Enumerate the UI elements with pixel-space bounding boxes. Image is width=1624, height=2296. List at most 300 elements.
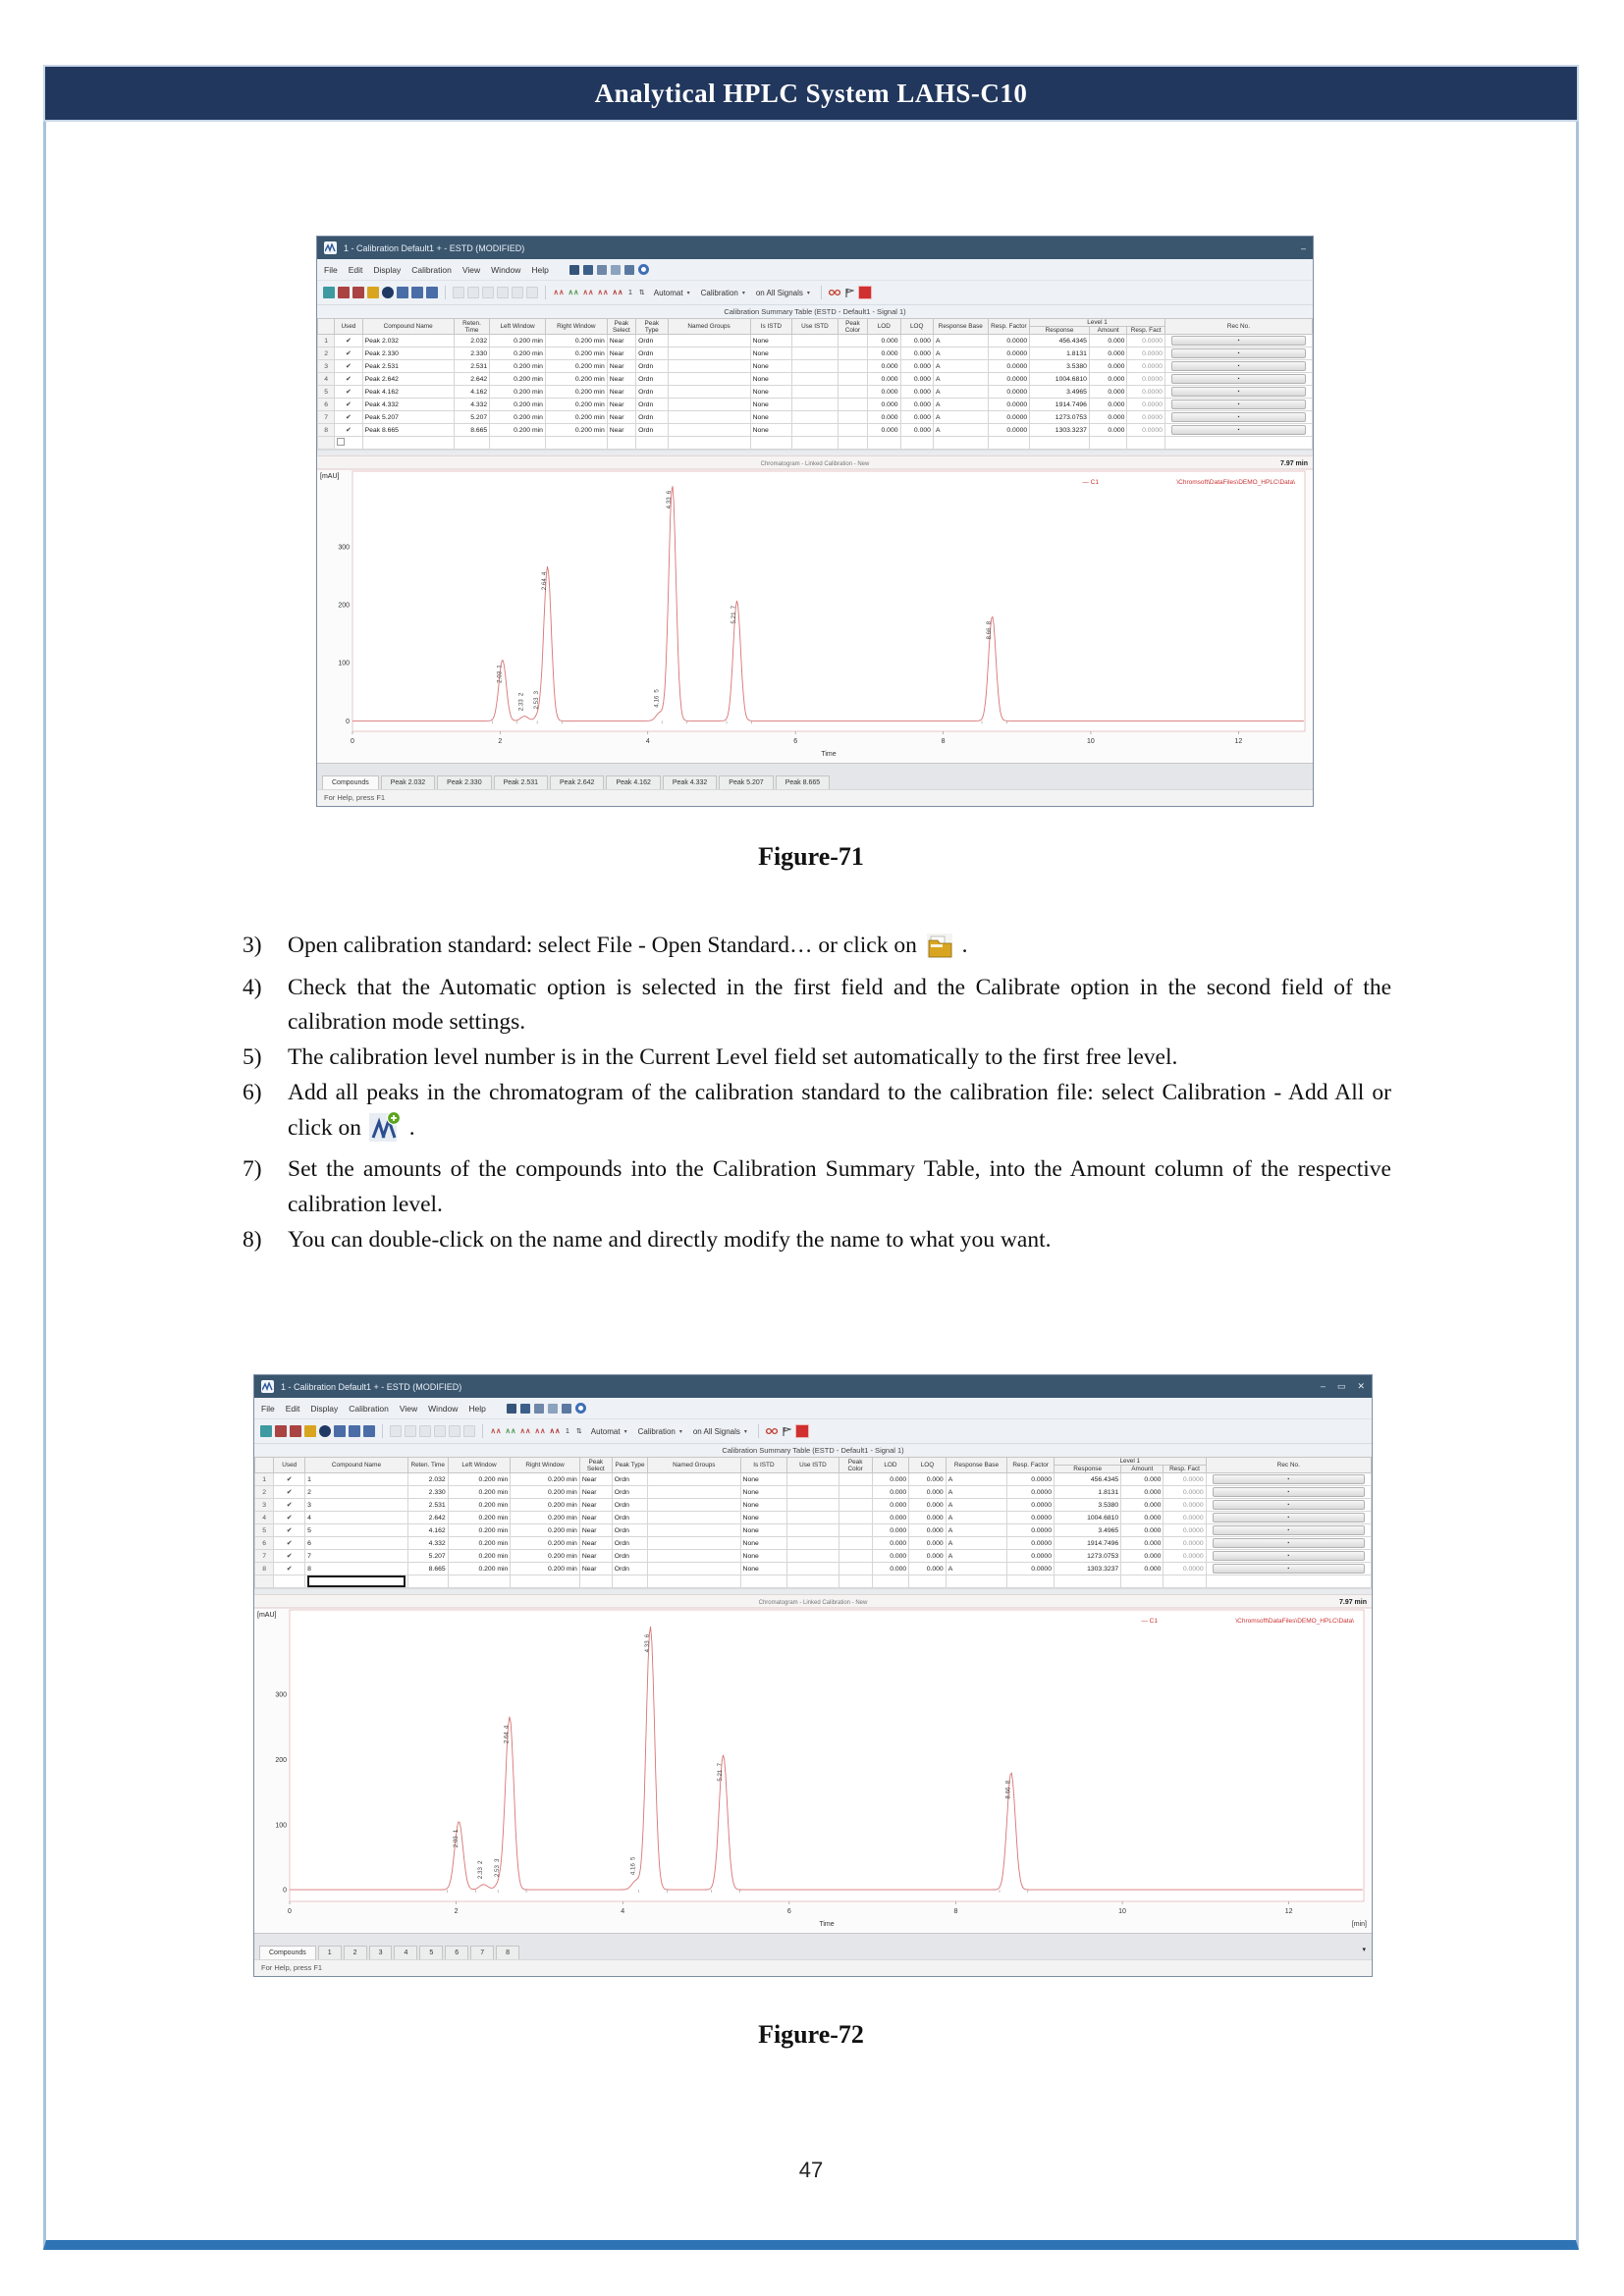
toolbar [254,1419,1372,1444]
used-checkbox[interactable]: ✔ [345,414,352,422]
used-cell[interactable] [335,424,362,437]
rec-no-button[interactable]: ▪ [1213,1474,1365,1484]
compound-name-cell[interactable]: Peak 4.162 [362,386,454,399]
chromatogram-panel [317,455,1313,763]
svg-text:Chromatogram - Linked Calibrat: Chromatogram - Linked Calibration - New [758,1600,868,1607]
rec-no-button[interactable]: ▪ [1171,374,1306,384]
stop-record-icon[interactable] [795,1424,809,1438]
maximize-button[interactable]: ▭ [1336,1381,1346,1391]
svg-text:2: 2 [498,738,503,746]
compounds-scroll-arrow[interactable]: ▾ [1362,1947,1366,1953]
peak-label: 4.16 5 [629,1856,637,1876]
remove-all-peaks-icon[interactable]: ∧∧ [549,1426,561,1436]
chromatogram-plot [317,456,1313,763]
used-checkbox[interactable]: ✔ [345,363,352,371]
compound-tab[interactable]: Peak 2.642 [550,775,604,789]
window-controls [1301,243,1306,253]
table-row: 1 ✔ Peak 2.032 2.032 0.200 min 0.200 min Near Ordn None 0.000 0.000 A 0.0000 456.4345 0.000 0.0000 ▪ [318,335,1313,347]
title-bar [254,1375,1372,1398]
used-cell[interactable] [335,335,362,347]
svg-text:7.97 min: 7.97 min [1338,1599,1367,1607]
peak-color-cell[interactable] [838,386,867,399]
peak-color-cell[interactable] [838,411,867,424]
svg-text:4: 4 [645,738,650,746]
compound-tab[interactable]: 7 [470,1946,494,1959]
compound-tab[interactable]: Peak 2.330 [437,775,491,789]
table-row: 1 ✔ 1 2.032 0.200 min 0.200 min Near Ordn None 0.000 0.000 A 0.0000 456.4345 0.000 0.0000 ▪ [255,1473,1372,1486]
rec-no-button[interactable]: ▪ [1171,361,1306,371]
used-cell[interactable] [274,1512,305,1524]
compound-name-cell[interactable]: 5 [305,1524,408,1537]
instruction-text-segment: You can double-click on the name and directly modify the name to what you want. [288,1226,1052,1253]
instruction-item [243,1152,1391,1222]
graph-view-icon[interactable] [349,1425,360,1437]
open-standard-icon[interactable] [367,287,379,298]
save-calibration-icon[interactable] [352,287,364,298]
copy-icon[interactable] [467,287,479,298]
compounds-tab-label[interactable]: Compounds [322,775,379,789]
instruction-item [243,971,1391,1041]
rec-no-button[interactable]: ▪ [1171,336,1306,346]
used-checkbox[interactable]: ✔ [286,1489,293,1497]
column-header: Peak Select [579,1458,612,1473]
calibration-summary-table [317,318,1313,450]
rec-no-button[interactable]: ▪ [1171,387,1306,397]
used-checkbox[interactable]: ✔ [286,1540,293,1548]
peak-label: 2.53 3 [494,1858,502,1878]
row-number: 2 [318,347,335,360]
level-spinner-icon[interactable]: ⇅ [575,1428,582,1435]
used-cell[interactable] [335,386,362,399]
view-calibration-icon[interactable] [829,287,840,298]
help-icon[interactable] [638,264,649,275]
find-icon[interactable] [463,1425,475,1437]
new-calibration-icon[interactable] [260,1425,272,1437]
rec-no-button[interactable]: ▪ [1171,425,1306,435]
add-all-peaks-icon[interactable]: ∧∧ [505,1426,516,1436]
undo-icon[interactable] [497,287,509,298]
dropdown-label: Calibration [700,288,738,297]
add-group-icon[interactable]: ∧∧ [519,1426,531,1436]
used-checkbox[interactable]: ✔ [345,401,352,409]
row-number: 8 [255,1563,274,1575]
svg-text:Time: Time [821,751,837,759]
instruction-number: 3) [243,933,262,958]
view-calibration-icon[interactable] [766,1425,778,1437]
svg-text:12: 12 [1284,1908,1293,1916]
used-cell[interactable] [274,1524,305,1537]
rec-no-button[interactable]: ▪ [1213,1564,1365,1574]
compound-name-cell[interactable]: 6 [305,1537,408,1550]
column-header: Resp. Factor [988,319,1030,335]
used-cell[interactable] [274,1473,305,1486]
used-checkbox[interactable]: ✔ [345,338,352,346]
peak-color-cell[interactable] [839,1524,872,1537]
svg-text:4: 4 [621,1908,625,1916]
graph-window-icon[interactable] [507,1404,516,1414]
column-header: Use ISTD [792,319,839,335]
compound-name-cell[interactable]: 4 [305,1512,408,1524]
column-header: Peak Color [839,1458,872,1473]
app-icon [261,1380,274,1393]
copy-icon[interactable] [405,1425,416,1437]
compound-name-cell[interactable]: Peak 2.330 [362,347,454,360]
minimize-button[interactable]: – [1300,242,1306,253]
chromatogram-panel [254,1594,1372,1933]
peak-color-cell[interactable] [839,1512,872,1524]
plot-area[interactable] [352,471,1305,731]
peak-color-cell[interactable] [839,1550,872,1563]
menu-item-view[interactable]: View [399,1403,418,1414]
undo-icon[interactable] [434,1425,446,1437]
compounds-tab-label[interactable]: Compounds [259,1946,316,1959]
zoom-graph-icon[interactable] [583,265,593,275]
instruction-text [288,1223,1391,1258]
peak-label: 2.53 3 [532,690,540,710]
menu-item-help[interactable]: Help [468,1403,486,1414]
peak-label: 8.66 8 [986,621,994,640]
rec-no-button[interactable]: ▪ [1213,1487,1365,1497]
used-checkbox[interactable]: ✔ [286,1527,293,1535]
svg-text:300: 300 [275,1691,287,1699]
flag-icon[interactable] [843,287,855,298]
report-window-icon[interactable] [548,1404,558,1414]
column-header: Amount [1121,1466,1164,1473]
flag-icon[interactable] [781,1425,792,1437]
menu-item-help[interactable]: Help [531,264,549,275]
svg-text:0: 0 [351,738,354,746]
column-header: Is ISTD [750,319,792,335]
rec-no-button[interactable]: ▪ [1213,1551,1365,1561]
dropdown-label: Automat [653,288,683,297]
find-icon[interactable] [526,287,538,298]
graph-window-icon[interactable] [569,265,579,275]
document-header [43,65,1579,122]
column-header: Rec No. [1164,319,1312,335]
compound-tab[interactable]: 5 [419,1946,443,1959]
column-header: Used [335,319,362,335]
column-header: Right Window [545,319,607,335]
compound-tab[interactable]: 8 [496,1946,519,1959]
print-icon[interactable] [426,287,438,298]
menu-item-edit[interactable]: Edit [348,264,363,275]
app-icon [324,241,337,254]
peak-label: 4.16 5 [653,689,661,708]
rec-no-button[interactable]: ▪ [1213,1513,1365,1522]
menu-bar [254,1398,1372,1419]
column-header: LOD [872,1458,909,1473]
row-number: 3 [318,360,335,373]
peak-color-cell[interactable] [839,1537,872,1550]
menu-icon-cluster [569,264,649,275]
compound-name-edit-cell[interactable] [307,1575,406,1587]
row-number: 2 [255,1486,274,1499]
compound-tab[interactable]: 4 [394,1946,417,1959]
chevron-down-icon: ▾ [743,1428,747,1435]
row-number: 5 [318,386,335,399]
calibration-action-dropdown[interactable] [697,288,749,298]
compound-tab[interactable]: 3 [369,1946,393,1959]
calibration-options-icon[interactable] [319,1425,331,1437]
paste-icon[interactable] [482,287,494,298]
paste-icon[interactable] [419,1425,431,1437]
column-header: Peak Color [838,319,867,335]
used-cell[interactable] [274,1486,305,1499]
row-number: 7 [255,1550,274,1563]
instruction-text-segment: Add all peaks in the chromatogram of the calibration standard to the calibration file: select Calibration - Add All or click on [288,1079,1391,1141]
compound-tab[interactable]: 1 [318,1946,342,1959]
table-row: 2 ✔ Peak 2.330 2.330 0.200 min 0.200 min Near Ordn None 0.000 0.000 A 0.0000 1.8131 0.000 0.0000 ▪ [318,347,1313,360]
help-icon[interactable] [575,1403,586,1414]
column-header: Peak Type [612,1458,647,1473]
compound-name-cell[interactable]: 2 [305,1486,408,1499]
column-header: LOD [868,319,900,335]
table-view-icon[interactable] [397,287,408,298]
cut-icon[interactable] [390,1425,402,1437]
peak-color-cell[interactable] [839,1563,872,1575]
compound-name-cell[interactable]: Peak 5.207 [362,411,454,424]
compound-name-cell[interactable]: 8 [305,1563,408,1575]
window-title: 1 - Calibration Default1 + - ESTD (MODIFIED) [281,1381,462,1392]
compound-name-cell[interactable]: 7 [305,1550,408,1563]
column-header: Right Window [511,1458,579,1473]
compound-tab[interactable]: Peak 2.531 [494,775,548,789]
add-all-peaks-icon[interactable]: ∧∧ [568,288,579,297]
compound-tab[interactable]: 6 [445,1946,468,1959]
used-cell[interactable] [335,360,362,373]
calibration-mode-dropdown[interactable] [587,1426,631,1437]
used-checkbox[interactable]: ✔ [345,389,352,397]
svg-text:100: 100 [338,660,350,667]
legend-path: \Chromsoft\DataFiles\DEMO_HPLC\Data\ [1176,479,1295,487]
dropdown-label: on All Signals [692,1426,740,1436]
minimize-button[interactable]: – [1320,1381,1326,1391]
open-calibration-icon[interactable] [275,1425,287,1437]
calibration-action-dropdown[interactable] [634,1426,686,1437]
used-checkbox[interactable]: ✔ [286,1566,293,1574]
compound-tab[interactable]: 2 [344,1946,367,1959]
dropdown-label: Calibration [637,1426,676,1436]
svg-text:300: 300 [338,544,350,552]
column-header: Peak Type [636,319,668,335]
used-checkbox[interactable]: ✔ [286,1515,293,1522]
svg-text:0: 0 [283,1887,287,1895]
menu-item-file[interactable]: File [324,264,338,275]
svg-text:2: 2 [454,1908,459,1916]
remove-peak-icon[interactable]: ∧∧ [597,288,609,297]
compound-name-cell[interactable]: Peak 4.332 [362,399,454,411]
peak-label: 2.64 4 [541,571,549,591]
signals-dropdown[interactable] [689,1426,751,1437]
report-window-icon[interactable] [611,265,621,275]
used-cell[interactable] [335,373,362,386]
compound-tab[interactable]: Peak 5.207 [719,775,773,789]
table-caption: Calibration Summary Table (ESTD - Default1 - Signal 1) [254,1444,1372,1457]
column-header: Is ISTD [740,1458,787,1473]
instruction-item [243,1076,1391,1152]
toolbar [317,281,1313,305]
used-cell[interactable] [335,411,362,424]
column-header [255,1458,274,1473]
peak-color-cell[interactable] [838,399,867,411]
menu-item-window[interactable]: Window [491,264,521,275]
level-group-header: Level 1 [1030,319,1165,327]
peak-label: 5.21 7 [731,606,738,624]
status-bar: For Help, press F1 [254,1959,1372,1976]
summary-table-icon[interactable] [624,265,634,275]
used-checkbox[interactable]: ✔ [286,1502,293,1510]
instruction-number: 4) [243,974,262,1000]
compound-name-cell[interactable]: Peak 8.665 [362,424,454,437]
instruction-number: 7) [243,1156,262,1183]
compound-window-icon[interactable] [597,265,607,275]
cut-icon[interactable] [453,287,464,298]
peak-color-cell[interactable] [839,1499,872,1512]
close-button[interactable]: ✕ [1357,1381,1365,1391]
rec-no-button[interactable]: ▪ [1171,400,1306,409]
menu-item-display[interactable]: Display [373,264,402,275]
remove-peak-icon[interactable]: ∧∧ [534,1426,546,1436]
new-calibration-icon[interactable] [323,287,335,298]
used-checkbox[interactable]: ✔ [345,376,352,384]
stop-record-icon[interactable] [858,286,872,299]
svg-text:Chromatogram - Linked Calibrat: Chromatogram - Linked Calibration - New [760,461,870,468]
instruction-text [288,1076,1391,1152]
menu-item-edit[interactable]: Edit [285,1403,300,1414]
calibration-mode-dropdown[interactable] [650,288,694,298]
zoom-graph-icon[interactable] [520,1404,530,1414]
row-number: 7 [318,411,335,424]
chevron-down-icon: ▾ [623,1428,627,1435]
screenshot-figure72 [253,1374,1373,1977]
column-header: Named Groups [648,1458,740,1473]
instruction-text-segment: . [403,1114,415,1141]
compound-window-icon[interactable] [534,1404,544,1414]
used-checkbox[interactable]: ✔ [286,1553,293,1561]
table-row: 6 ✔ 6 4.332 0.200 min 0.200 min Near Ordn None 0.000 0.000 A 0.0000 1914.7496 0.000 0.0000 ▪ [255,1537,1372,1550]
instruction-text [288,971,1391,1041]
menu-item-calibration[interactable]: Calibration [411,264,452,275]
level-group-header: Level 1 [1055,1458,1207,1466]
window-controls [1321,1381,1365,1392]
used-checkbox[interactable]: ✔ [345,350,352,358]
instruction-text-segment: . [955,933,968,958]
used-cell[interactable] [335,347,362,360]
instruction-text [288,929,1391,971]
remove-all-peaks-icon[interactable]: ∧∧ [612,288,623,297]
compound-tab[interactable]: Peak 4.332 [663,775,717,789]
used-cell[interactable] [274,1537,305,1550]
compound-name-cell[interactable]: Peak 2.032 [362,335,454,347]
used-cell[interactable] [335,399,362,411]
peak-color-cell[interactable] [838,373,867,386]
used-cell[interactable] [274,1563,305,1575]
peak-color-cell[interactable] [838,424,867,437]
rec-no-button[interactable]: ▪ [1213,1525,1365,1535]
peak-color-cell[interactable] [838,360,867,373]
peak-label: 4.33 6 [643,1633,651,1653]
peak-color-cell[interactable] [839,1486,872,1499]
row-number: 4 [318,373,335,386]
add-peak-icon[interactable]: ∧∧ [490,1426,502,1436]
row-number: 8 [318,424,335,437]
open-calibration-icon[interactable] [338,287,350,298]
empty-checkbox[interactable] [337,438,345,446]
menu-item-file[interactable]: File [261,1403,275,1414]
open-standard-icon[interactable] [304,1425,316,1437]
menu-icon-cluster [507,1403,586,1414]
peak-color-cell[interactable] [838,335,867,347]
add-group-icon[interactable]: ∧∧ [582,288,594,297]
summary-table-icon[interactable] [562,1404,571,1414]
chevron-down-icon: ▾ [806,290,810,296]
table-row-empty [255,1575,1372,1588]
menu-item-view[interactable]: View [461,264,481,275]
instruction-text [288,1041,1391,1076]
menu-item-display[interactable]: Display [310,1403,339,1414]
redo-icon[interactable] [512,287,523,298]
table-row: 3 ✔ Peak 2.531 2.531 0.200 min 0.200 min Near Ordn None 0.000 0.000 A 0.0000 3.5380 0.000 0.0000 ▪ [318,360,1313,373]
used-cell[interactable] [274,1550,305,1563]
dropdown-label: Automat [590,1426,621,1436]
column-header: Resp. Fact [1164,1466,1206,1473]
compound-name-cell[interactable]: Peak 2.642 [362,373,454,386]
rec-no-button[interactable]: ▪ [1213,1500,1365,1510]
peak-label: 2.03 1 [496,665,504,683]
peak-color-cell[interactable] [839,1473,872,1486]
peak-label: 4.33 6 [666,490,674,509]
save-calibration-icon[interactable] [290,1425,301,1437]
add-peak-icon[interactable]: ∧∧ [553,288,565,297]
used-checkbox[interactable]: ✔ [345,427,352,435]
used-cell[interactable] [274,1499,305,1512]
graph-view-icon[interactable] [411,287,423,298]
print-icon[interactable] [363,1425,375,1437]
menu-item-calibration[interactable]: Calibration [349,1403,389,1414]
legend-path: \Chromsoft\DataFiles\DEMO_HPLC\Data\ [1235,1618,1354,1626]
plot-area[interactable] [290,1610,1364,1901]
level-spinner-icon[interactable]: ⇅ [638,290,645,296]
rec-no-button[interactable]: ▪ [1171,348,1306,358]
compound-tab[interactable]: Peak 4.162 [606,775,660,789]
compound-name-cell[interactable]: Peak 2.531 [362,360,454,373]
column-header: Use ISTD [787,1458,839,1473]
current-level-indicator: 1 [628,289,632,296]
column-header: Response Base [933,319,988,335]
compound-tab[interactable]: Peak 2.032 [381,775,435,789]
peak-label: 2.33 2 [517,692,525,712]
chevron-down-icon: ▾ [686,290,690,296]
column-header: Reten. Time [407,1458,448,1473]
peak-color-cell[interactable] [838,347,867,360]
current-level-indicator: 1 [566,1427,569,1435]
compound-name-cell[interactable]: 1 [305,1473,408,1486]
compound-tab[interactable]: Peak 8.665 [776,775,830,789]
table-view-icon[interactable] [334,1425,346,1437]
open-standard-folder-icon [925,933,954,971]
menu-item-window[interactable]: Window [428,1403,459,1414]
row-number: 6 [255,1537,274,1550]
compound-name-cell[interactable]: 3 [305,1499,408,1512]
figure72-caption: Figure-72 [758,2020,864,2049]
signals-dropdown[interactable] [752,288,814,298]
table-row-empty [318,437,1313,450]
calibration-options-icon[interactable] [382,287,394,298]
redo-icon[interactable] [449,1425,460,1437]
rec-no-button[interactable]: ▪ [1171,412,1306,422]
used-checkbox[interactable]: ✔ [286,1476,293,1484]
rec-no-button[interactable]: ▪ [1213,1538,1365,1548]
